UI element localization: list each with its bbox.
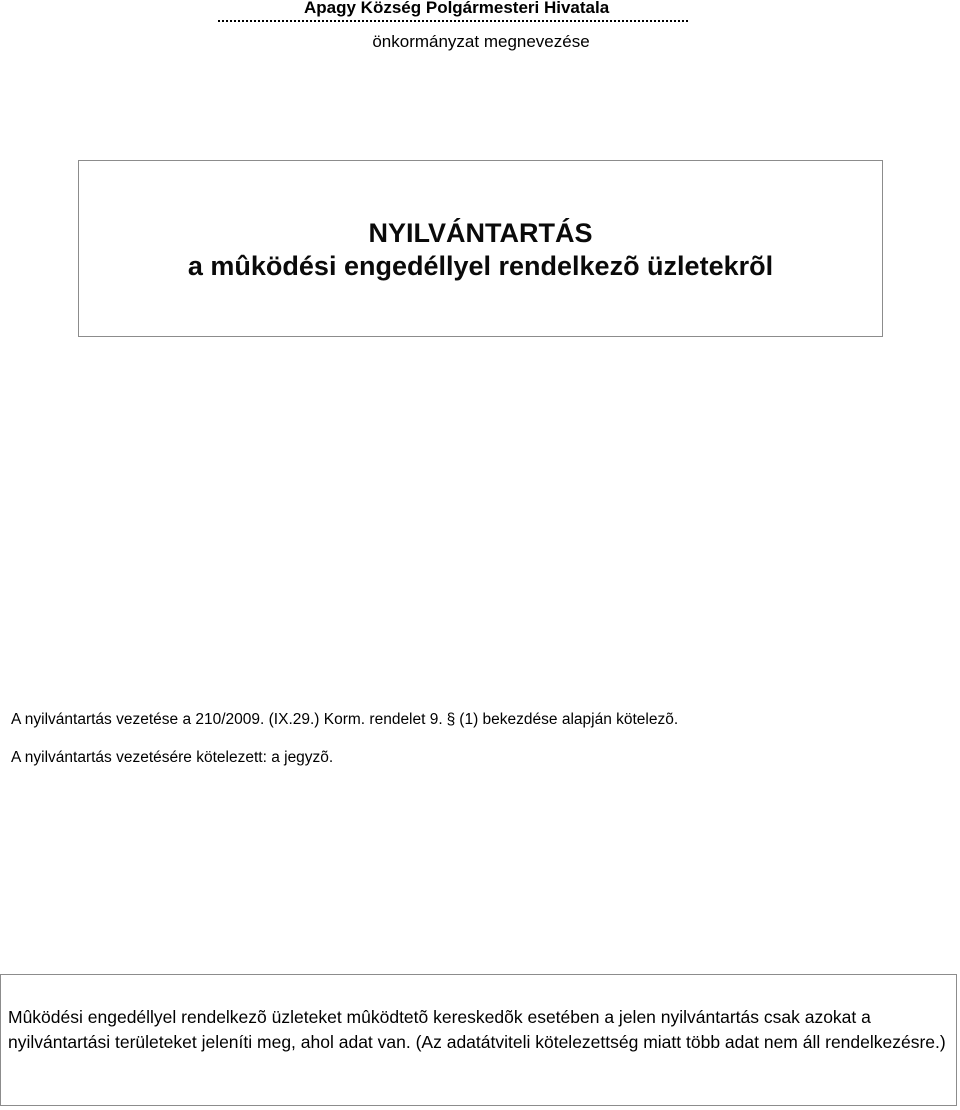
legal-basis-text: A nyilvántartás vezetése a 210/2009. (IX.29.) Korm. rendelet 9. bbox=[11, 711, 443, 728]
document-title: NYILVÁNTARTÁS bbox=[368, 218, 593, 248]
page-header bbox=[0, 0, 960, 60]
legal-basis-paragraph: (1) bekezdése alapján kötelezõ. bbox=[459, 711, 679, 728]
note-text: Mûködési engedéllyel rendelkezõ üzleteket mûködtetõ kereskedõk esetében a jelen nyilvántartás csak azokat a nyilvántartási területeket jeleníti meg, ahol adat van. (Az adatátviteli kötelezettség miatt több adat nem áll rendelkezésre.) bbox=[8, 1007, 946, 1052]
legal-basis-line bbox=[11, 710, 678, 730]
document-subtitle: a mûködési engedéllyel rendelkezõ üzletekrõl bbox=[187, 251, 774, 281]
dotted-underline bbox=[218, 20, 688, 22]
section-sign: § bbox=[446, 711, 456, 728]
municipality-caption: önkormányzat megnevezése bbox=[372, 32, 590, 51]
municipality-name: Apagy Község Polgármesteri Hivatala bbox=[304, 0, 610, 17]
responsible-person-line: A nyilvántartás vezetésére kötelezett: a jegyzõ. bbox=[11, 749, 334, 766]
note-box bbox=[0, 974, 957, 1106]
title-box bbox=[78, 160, 883, 337]
